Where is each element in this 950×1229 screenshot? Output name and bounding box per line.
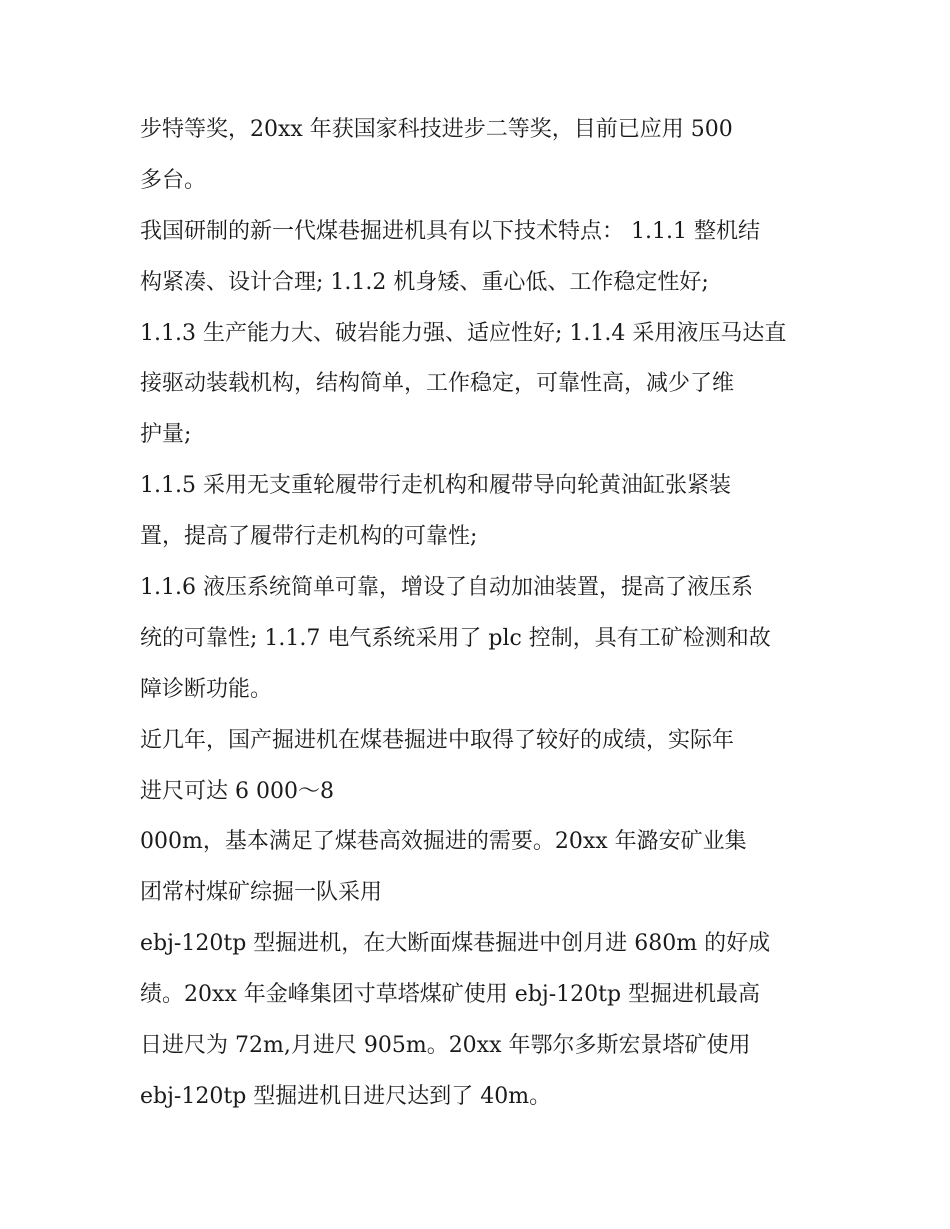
- text-line: 多台。: [140, 167, 207, 193]
- text-line: 我国研制的新一代煤巷掘进机具有以下技术特点： 1.1.1 整机结: [140, 218, 760, 244]
- text-line: 构紧凑、设计合理; 1.1.2 机身矮、重心低、工作稳定性好;: [140, 269, 709, 295]
- text-line: 护量;: [140, 422, 192, 448]
- text-line: 绩。20xx 年金峰集团寸草塔煤矿使用 ebj-120tp 型掘进机最高: [140, 982, 761, 1008]
- text-line: 置，提高了履带行走机构的可靠性;: [140, 524, 478, 550]
- text-line: 接驱动装载机构，结构简单，工作稳定，可靠性高，减少了维: [140, 371, 735, 397]
- text-line: 团常村煤矿综掘一队采用: [140, 880, 383, 906]
- text-line: 障诊断功能。: [140, 676, 273, 702]
- text-line: 日进尺为 72m,月进尺 905m。20xx 年鄂尔多斯宏景塔矿使用: [140, 1033, 751, 1059]
- text-line: 统的可靠性; 1.1.7 电气系统采用了 plc 控制，具有工矿检测和故: [140, 625, 771, 651]
- text-line: ebj-120tp 型掘进机日进尺达到了 40m。: [140, 1083, 552, 1109]
- text-line: 进尺可达 6 000～8: [140, 778, 334, 804]
- text-line: ebj-120tp 型掘进机，在大断面煤巷掘进中创月进 680m 的好成: [140, 931, 771, 957]
- text-line: 1.1.5 采用无支重轮履带行走机构和履带导向轮黄油缸张紧装: [140, 473, 731, 499]
- text-line: 近几年，国产掘进机在煤巷掘进中取得了较好的成绩，实际年: [140, 727, 735, 753]
- text-line: 1.1.3 生产能力大、破岩能力强、适应性好; 1.1.4 采用液压马达直: [140, 320, 787, 346]
- body-text: [140, 105, 820, 1123]
- text-line: 000m，基本满足了煤巷高效掘进的需要。20xx 年潞安矿业集: [140, 829, 747, 855]
- text-line: 1.1.6 液压系统简单可靠，增设了自动加油装置，提高了液压系: [140, 575, 753, 601]
- text-line: 步特等奖，20xx 年获国家科技进步二等奖，目前已应用 500: [140, 117, 733, 142]
